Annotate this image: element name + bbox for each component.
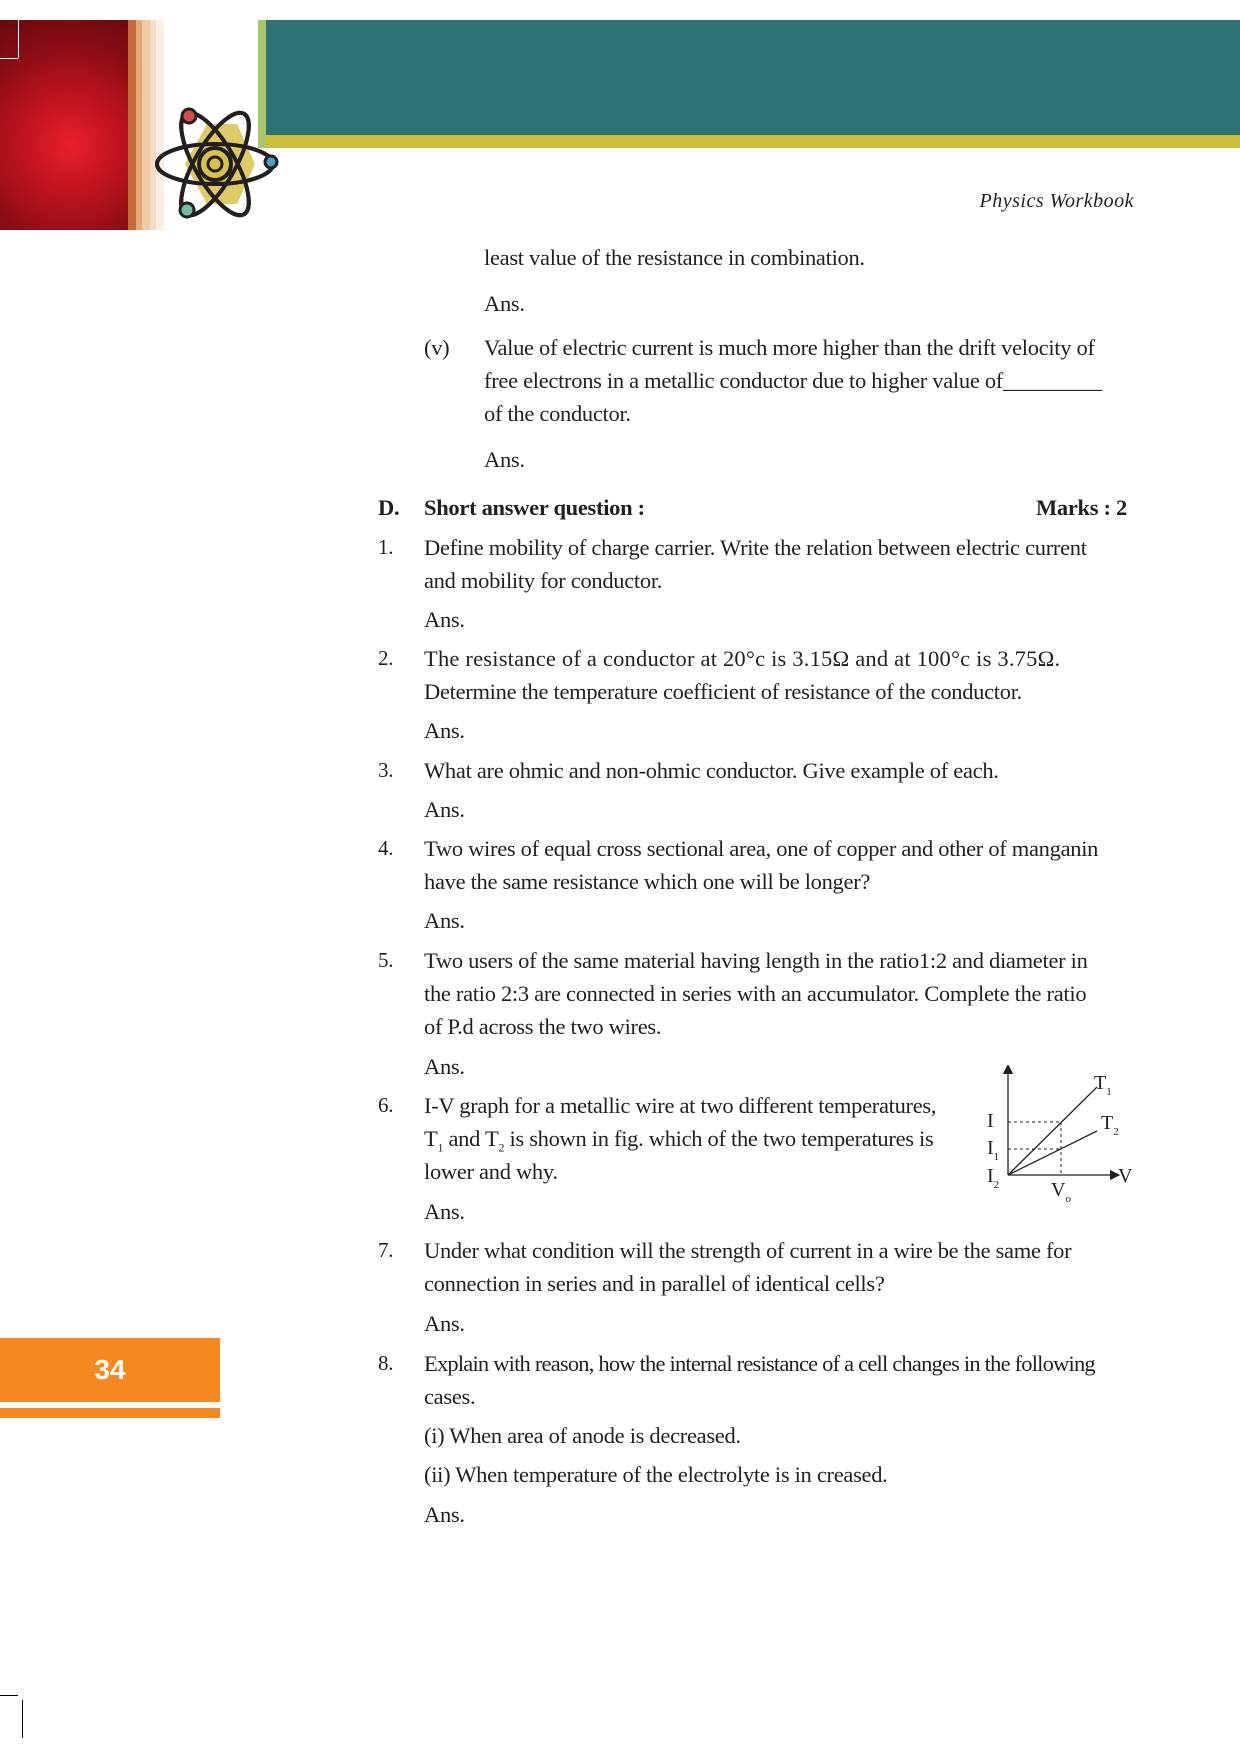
question-line: of P.d across the two wires. xyxy=(424,1014,662,1039)
question-line: connection in series and in parallel of identical cells? xyxy=(424,1271,885,1296)
question-number: 4. xyxy=(378,836,394,860)
question-line: Determine the temperature coefficient of resistance of the conductor. xyxy=(424,679,1022,704)
item-v-line: Value of electric current is much more higher than the drift velocity of xyxy=(484,335,1095,360)
question-number: 2. xyxy=(378,646,394,670)
answer-label: Ans. xyxy=(424,1311,465,1336)
item-v-line: free electrons in a metallic conductor due to higher value of_________ xyxy=(484,368,1102,393)
question-line: Two wires of equal cross sectional area, one of copper and other of manganin xyxy=(424,836,1099,861)
sub-item: (i) When area of anode is decreased. xyxy=(424,1423,741,1448)
page-number-tab xyxy=(0,1338,220,1402)
question-number: 5. xyxy=(378,948,394,972)
question-line: $T_1$ and $T_2$ is shown in fig. which of the two temperatures is xyxy=(424,1126,934,1155)
question-line: What are ohmic and non-ohmic conductor. Give example of each. xyxy=(424,758,999,783)
running-head: Physics Workbook xyxy=(979,190,1134,212)
question-number: 6. xyxy=(378,1093,394,1117)
answer-label: Ans. xyxy=(424,1199,465,1224)
question-line: Two users of the same material having length in the ratio1:2 and diameter in xyxy=(424,948,1088,973)
answer-label: Ans. xyxy=(424,1054,465,1079)
crop-mark xyxy=(18,20,19,58)
iv-graph xyxy=(975,1065,1135,1205)
crop-mark xyxy=(0,58,18,59)
item-label: (v) xyxy=(424,335,450,360)
answer-label: Ans. xyxy=(484,447,525,472)
section-title: Short answer question : xyxy=(424,495,645,520)
label-V: V xyxy=(1118,1165,1133,1187)
question-line: cases. xyxy=(424,1384,476,1409)
label-T2: $T_2$ xyxy=(1101,1112,1119,1138)
question-number: 8. xyxy=(378,1351,394,1375)
question-line: Define mobility of charge carrier. Write the relation between electric current xyxy=(424,535,1087,560)
question-line: have the same resistance which one will be longer? xyxy=(424,869,871,894)
question-number: 7. xyxy=(378,1238,394,1262)
question-line: lower and why. xyxy=(424,1159,558,1184)
page-number: 34 xyxy=(94,1354,126,1385)
crop-mark xyxy=(0,1695,18,1696)
label-I2: $I_2$ xyxy=(987,1165,1000,1191)
atom-icon xyxy=(150,102,280,226)
question-line: Under what condition will the strength of current in a wire be the same for xyxy=(424,1238,1072,1263)
question-line: The resistance of a conductor at 20°c is 3.15Ω and at 100°c is 3.75Ω. xyxy=(424,646,1061,671)
question-line: and mobility for conductor. xyxy=(424,568,663,593)
page-tab-underline xyxy=(0,1408,220,1418)
section-letter: D. xyxy=(378,495,400,520)
question-number: 3. xyxy=(378,758,394,782)
continued-line: least value of the resistance in combination. xyxy=(484,245,865,270)
label-I1: $I_1$ xyxy=(987,1137,1000,1163)
crop-mark xyxy=(22,1700,23,1738)
question-line: the ratio 2:3 are connected in series with an accumulator. Complete the ratio xyxy=(424,981,1087,1006)
sub-item: (ii) When temperature of the electrolyte is in creased. xyxy=(424,1462,888,1487)
question-line: I-V graph for a metallic wire at two different temperatures, xyxy=(424,1093,937,1118)
item-v-line: of the conductor. xyxy=(484,401,631,426)
line-T1 xyxy=(1008,1087,1097,1175)
question-line: Explain with reason, how the internal resistance of a cell changes in the following xyxy=(424,1351,1095,1376)
section-marks: Marks : 2 xyxy=(1035,495,1127,520)
header-olive-band xyxy=(266,135,1240,148)
header-teal-band xyxy=(266,20,1240,135)
answer-label: Ans. xyxy=(424,797,465,822)
answer-label: Ans. xyxy=(424,718,465,743)
line-T2 xyxy=(1008,1131,1097,1175)
label-Vo: $V_o$ xyxy=(1051,1179,1071,1205)
answer-label: Ans. xyxy=(424,908,465,933)
answer-label: Ans. xyxy=(484,291,525,316)
label-I: I xyxy=(987,1110,994,1132)
label-T1: $T_1$ xyxy=(1094,1072,1112,1098)
question-number: 1. xyxy=(378,535,394,559)
answer-label: Ans. xyxy=(424,607,465,632)
answer-label: Ans. xyxy=(424,1502,465,1527)
header-red-block xyxy=(0,20,128,230)
